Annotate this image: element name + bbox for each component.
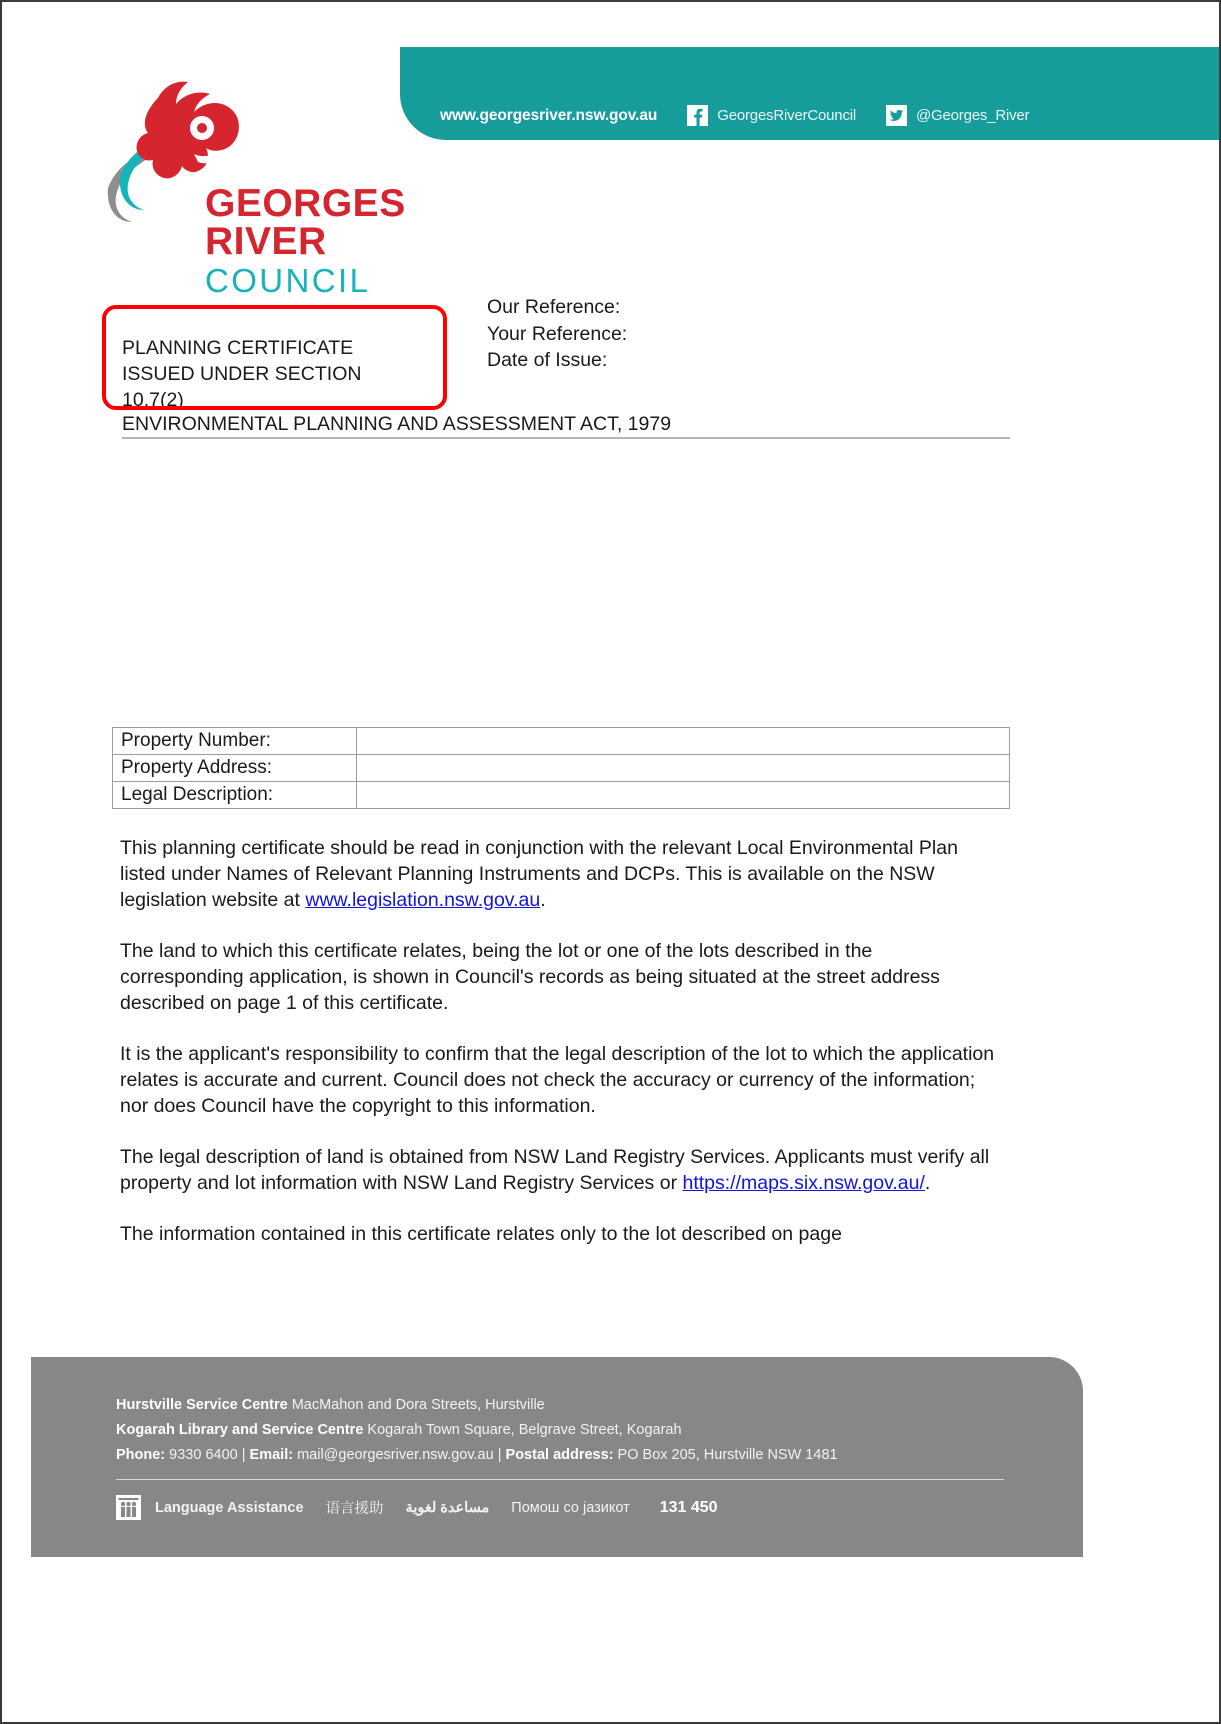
postal-value: PO Box 205, Hurstville NSW 1481: [613, 1447, 838, 1463]
page-footer: [31, 1357, 1083, 1557]
header-banner: [400, 47, 1221, 140]
twitter-icon: [886, 105, 907, 126]
table-row: [113, 755, 1010, 782]
legislation-website-link[interactable]: www.legislation.nsw.gov.au: [305, 889, 541, 911]
email-value[interactable]: mail@georgesriver.nsw.gov.au: [293, 1447, 494, 1463]
facebook-handle: GeorgesRiverCouncil: [717, 107, 857, 124]
our-reference-label: Our Reference:: [487, 296, 621, 318]
logo-line-council: COUNCIL: [205, 262, 371, 299]
contact-line: [116, 1443, 1003, 1468]
paragraph-1: [120, 835, 1000, 913]
property-details-table: [112, 727, 1010, 809]
title-line-3: 10.7(2): [122, 389, 184, 411]
date-of-issue-label: Date of Issue:: [487, 349, 608, 371]
language-assistance-label-ar: مساعدة لغوية: [405, 1499, 490, 1516]
postal-label: Postal address:: [505, 1447, 614, 1463]
phone-label: Phone:: [116, 1447, 166, 1463]
paragraph-3: It is the applicant's responsibility to confirm that the legal description of the lot to which the application relates is accurate and current. Council does not check the accuracy or currency of the information; nor does Council have the copyright to this information.: [120, 1043, 995, 1117]
title-line-2: ISSUED UNDER SECTION: [122, 363, 362, 385]
header-divider: [122, 437, 1010, 439]
facebook-link[interactable]: [687, 105, 856, 126]
hurstville-service-centre-line: [116, 1393, 1003, 1418]
logo-line-river: RIVER: [205, 220, 327, 263]
property-address-value: [357, 755, 1010, 782]
paragraph-5: The information contained in this certificate relates only to the lot described on page: [120, 1223, 842, 1245]
property-number-value: [357, 728, 1010, 755]
twitter-link[interactable]: [886, 105, 1029, 126]
page-title: [122, 335, 422, 413]
act-title: ENVIRONMENTAL PLANNING AND ASSESSMENT ACT, 1979: [122, 413, 672, 435]
council-logo-text: [205, 182, 406, 301]
header-banner-content: [440, 105, 1029, 126]
contact-separator-2: |: [493, 1447, 506, 1463]
paragraph-2: The land to which this certificate relates, being the lot or one of the lots described in the corresponding application, is shown in Council's records as being situated at the street address described on page 1 of this certificate.: [120, 940, 940, 1014]
your-reference-label: Your Reference:: [487, 322, 628, 345]
paragraph-4-text: The legal description of land is obtained from NSW Land Registry Services. Applicants must verify all property and lot information with NSW Land Registry Services or: [120, 1146, 990, 1194]
logo-line-georges: GEORGES: [205, 182, 406, 225]
property-number-label: Property Number:: [113, 728, 357, 755]
facebook-icon: [687, 105, 708, 126]
reference-fields: [487, 294, 627, 374]
footer-divider: [116, 1479, 1004, 1480]
paragraph-4: [120, 1144, 1000, 1196]
language-assistance-phone: 131 450: [659, 1498, 718, 1516]
certificate-body: [120, 835, 1000, 1247]
council-logo: [102, 80, 442, 300]
phone-value: 9330 6400: [165, 1447, 238, 1463]
contact-separator-1: |: [237, 1447, 250, 1463]
table-row: [113, 728, 1010, 755]
legal-description-value: [357, 782, 1010, 809]
kogarah-label: Kogarah Library and Service Centre: [116, 1422, 364, 1438]
hurstville-address: MacMahon and Dora Streets, Hurstville: [287, 1397, 545, 1413]
kogarah-service-centre-line: [116, 1418, 1003, 1443]
paragraph-1-suffix: .: [540, 889, 546, 911]
email-label: Email:: [249, 1447, 294, 1463]
language-assistance-label-en: Language Assistance: [155, 1499, 304, 1516]
council-website-url[interactable]: www.georgesriver.nsw.gov.au: [440, 106, 658, 124]
property-address-label: Property Address:: [113, 755, 357, 782]
language-assistance-label-mk: Помош со јазикот: [511, 1499, 630, 1516]
paragraph-1-text: This planning certificate should be read in conjunction with the relevant Local Environmental Plan listed under Names of Relevant Planning Instruments and DCPs. This is available on the NSW legislation website at: [120, 837, 958, 911]
language-assistance-label-zh: 语言援助: [325, 1501, 384, 1517]
legal-description-label: Legal Description:: [113, 782, 357, 809]
table-row: [113, 782, 1010, 809]
six-maps-link[interactable]: https://maps.six.nsw.gov.au/: [682, 1172, 925, 1194]
twitter-handle: @Georges_River: [916, 107, 1030, 124]
paragraph-4-suffix: .: [924, 1172, 931, 1194]
interpreter-icon: [116, 1495, 141, 1520]
hurstville-label: Hurstville Service Centre: [116, 1397, 288, 1413]
title-line-1: PLANNING CERTIFICATE: [122, 337, 354, 359]
kogarah-address: Kogarah Town Square, Belgrave Street, Kogarah: [363, 1422, 682, 1438]
language-assistance-row: [116, 1495, 1003, 1520]
